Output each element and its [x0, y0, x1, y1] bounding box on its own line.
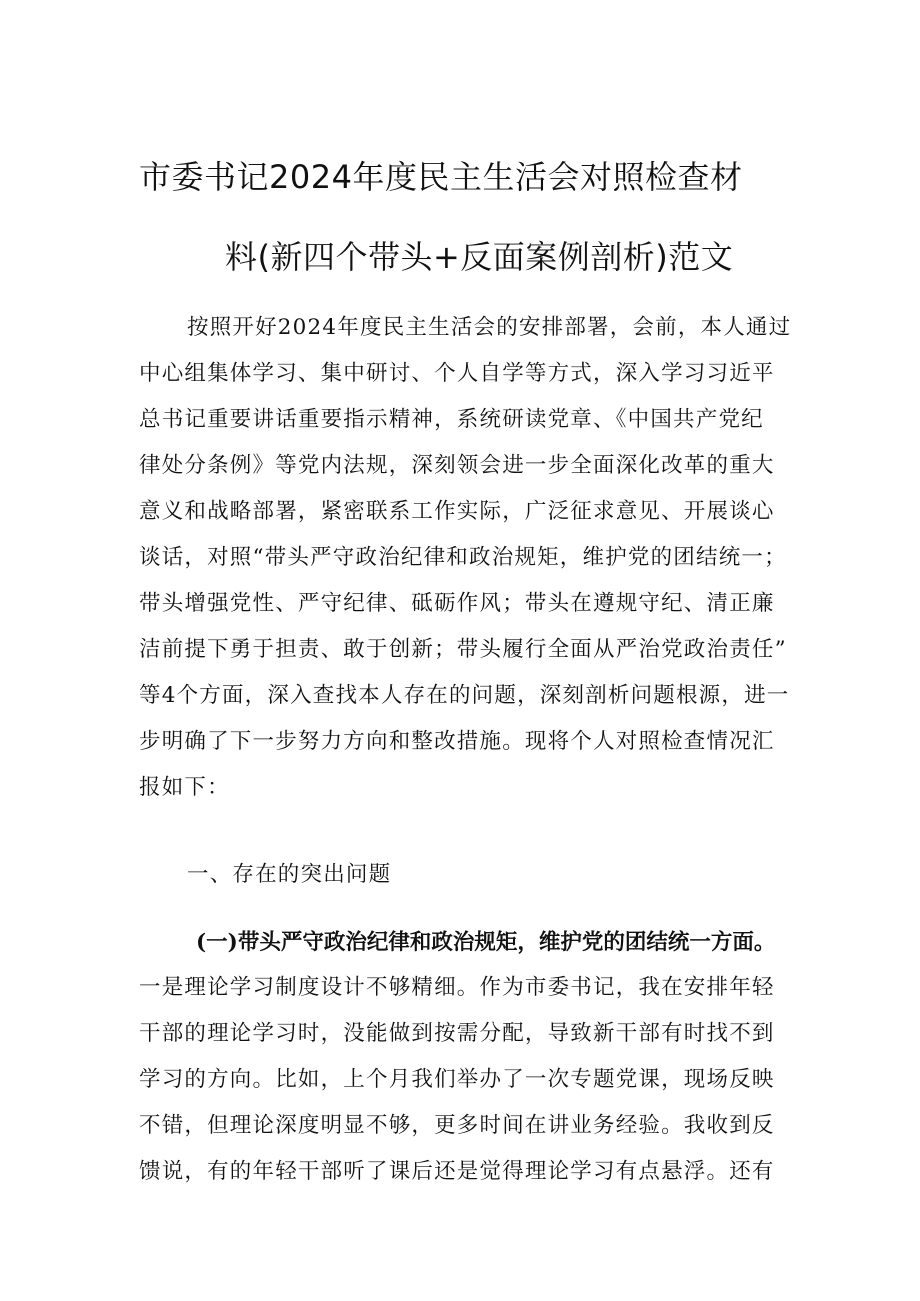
document-title-line-2: 料(新四个带头+反面案例剖析)范文 [225, 238, 734, 276]
paragraph-line: 步明确了下一步努力方向和整改措施。现将个人对照检查情况汇 [139, 729, 775, 754]
intro-paragraph [139, 305, 799, 811]
paragraph-line: 学习的方向。比如，上个月我们举办了一次专题党课，现场反映 [139, 1067, 775, 1092]
paragraph-line: 不错，但理论深度明显不够，更多时间在讲业务经验。我收到反 [139, 1113, 775, 1138]
document-title-line-1: 市委书记2024年度民主生活会对照检查材 [139, 158, 743, 196]
paragraph-line: 等4个方面，深入查找本人存在的问题，深刻剖析问题根源，进一 [139, 683, 790, 708]
paragraph-line: 总书记重要讲话重要指示精神，系统研读党章、《中国共产党纪 [139, 407, 764, 432]
paragraph-line: 按照开好2024年度民主生活会的安排部署，会前，本人通过 [187, 315, 792, 340]
paragraph-line: 干部的理论学习时，没能做到按需分配，导致新干部有时找不到 [139, 1021, 775, 1046]
paragraph-line: 中心组集体学习、集中研讨、个人自学等方式，深入学习习近平 [139, 361, 775, 386]
section-paragraph [139, 965, 799, 1195]
paragraph-line: 一是理论学习制度设计不够精细。作为市委书记，我在安排年轻 [139, 975, 775, 1000]
paragraph-line: 带头增强党性、严守纪律、砥砺作风；带头在遵规守纪、清正廉 [139, 591, 775, 616]
paragraph-line: 律处分条例》等党内法规，深刻领会进一步全面深化改革的重大 [139, 453, 775, 478]
subsection-heading: (一)带头严守政治纪律和政治规矩，维护党的团结统一方面。 [196, 930, 776, 955]
paragraph-line: 谈话，对照“带头严守政治纪律和政治规矩，维护党的团结统一； [139, 545, 787, 570]
paragraph-line: 馈说，有的年轻干部听了课后还是觉得理论学习有点悬浮。还有 [139, 1159, 775, 1184]
paragraph-line: 意义和战略部署，紧密联系工作实际，广泛征求意见、开展谈心 [139, 499, 775, 524]
paragraph-line: 报如下： [139, 775, 230, 800]
paragraph-line: 洁前提下勇于担责、敢于创新；带头履行全面从严治党政治责任” [139, 637, 787, 662]
section-heading: 一、存在的突出问题 [187, 862, 392, 887]
